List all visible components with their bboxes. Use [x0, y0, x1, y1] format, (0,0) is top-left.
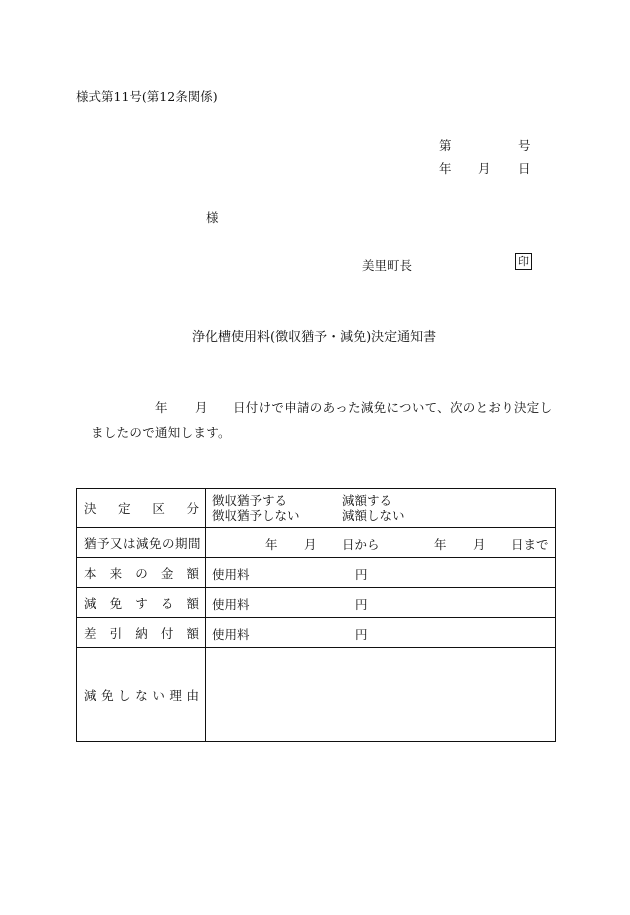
doc-number-prefix: 第 [439, 138, 452, 153]
label-char: い [152, 687, 165, 703]
label-char: 減 [84, 595, 97, 611]
label-char: 決 [84, 501, 97, 516]
reduction-amount-value [206, 588, 556, 618]
label-char: 由 [186, 687, 199, 703]
row-reason [77, 648, 556, 742]
label-char: 来 [109, 565, 123, 581]
period-value [206, 528, 556, 558]
decision-table [76, 488, 556, 742]
document-title: 浄化槽使用料(徴収猶予・減免)決定通知書 [192, 330, 437, 345]
label-char: 本 [84, 565, 97, 581]
label-reason [77, 648, 206, 742]
body-line1: 日付けで申請のあった減免について、次のとおり決定し [233, 400, 553, 415]
label-char: 定 [118, 501, 131, 516]
label-decision [77, 489, 206, 528]
date-year: 年 [439, 161, 452, 176]
form-number: 様式第11号(第12条関係) [76, 89, 218, 104]
date-day: 日 [518, 161, 531, 176]
from-year: 年 [265, 537, 278, 552]
label-char: し [118, 687, 131, 703]
to-month: 月 [473, 537, 486, 552]
to-day: 日まで [511, 537, 549, 552]
label-char: 金 [160, 565, 174, 581]
label-char: 区 [152, 501, 165, 516]
label-char: 額 [186, 625, 199, 641]
from-month: 月 [304, 537, 317, 552]
body-month: 月 [195, 400, 208, 415]
original-amount-value [206, 558, 556, 588]
label-char: 額 [186, 565, 199, 581]
label-original-amount [77, 558, 206, 588]
label-char: 分 [186, 501, 199, 516]
row-net-amount [77, 618, 556, 648]
yen-unit: 円 [355, 627, 368, 642]
option-no-defer: 徴収猶予しない [212, 508, 300, 523]
fee-item: 使用料 [212, 597, 250, 612]
label-char: 引 [109, 625, 123, 641]
label-net-amount [77, 618, 206, 648]
option-reduce: 減額する [342, 493, 393, 508]
doc-number-suffix: 号 [518, 138, 531, 153]
date-month: 月 [478, 161, 491, 176]
decision-options [206, 489, 556, 528]
row-decision [77, 489, 556, 528]
yen-unit: 円 [355, 597, 368, 612]
label-char: 差 [84, 625, 97, 641]
label-char: 理 [169, 687, 182, 703]
label-char: 減 [84, 687, 97, 703]
label-char: 額 [186, 595, 199, 611]
label-char: す [135, 595, 148, 611]
addressee-honorific: 様 [206, 210, 219, 225]
label-char: 免 [101, 687, 114, 703]
to-year: 年 [434, 537, 447, 552]
label-char: 付 [160, 625, 174, 641]
row-period [77, 528, 556, 558]
from-day: 日から [342, 537, 380, 552]
fee-item: 使用料 [212, 627, 250, 642]
label-char: 免 [109, 595, 123, 611]
label-char: の [135, 565, 148, 581]
net-amount-value [206, 618, 556, 648]
label-reduction-amount [77, 588, 206, 618]
yen-unit: 円 [355, 567, 368, 582]
body-year: 年 [155, 400, 168, 415]
label-period-text: 猶予又は減免の期間 [84, 535, 202, 551]
option-defer: 徴収猶予する [212, 493, 288, 508]
row-reduction-amount [77, 588, 556, 618]
row-original-amount [77, 558, 556, 588]
body-line2: ましたので通知します。 [91, 425, 231, 440]
label-char: 納 [135, 625, 148, 641]
seal-mark: 印 [515, 253, 532, 270]
reason-value[interactable] [206, 648, 556, 742]
option-no-reduce: 減額しない [342, 508, 405, 523]
label-char: る [160, 595, 174, 611]
fee-item: 使用料 [212, 567, 250, 582]
label-char: な [135, 687, 148, 703]
label-period [77, 528, 206, 558]
issuer-title: 美里町長 [362, 258, 413, 273]
